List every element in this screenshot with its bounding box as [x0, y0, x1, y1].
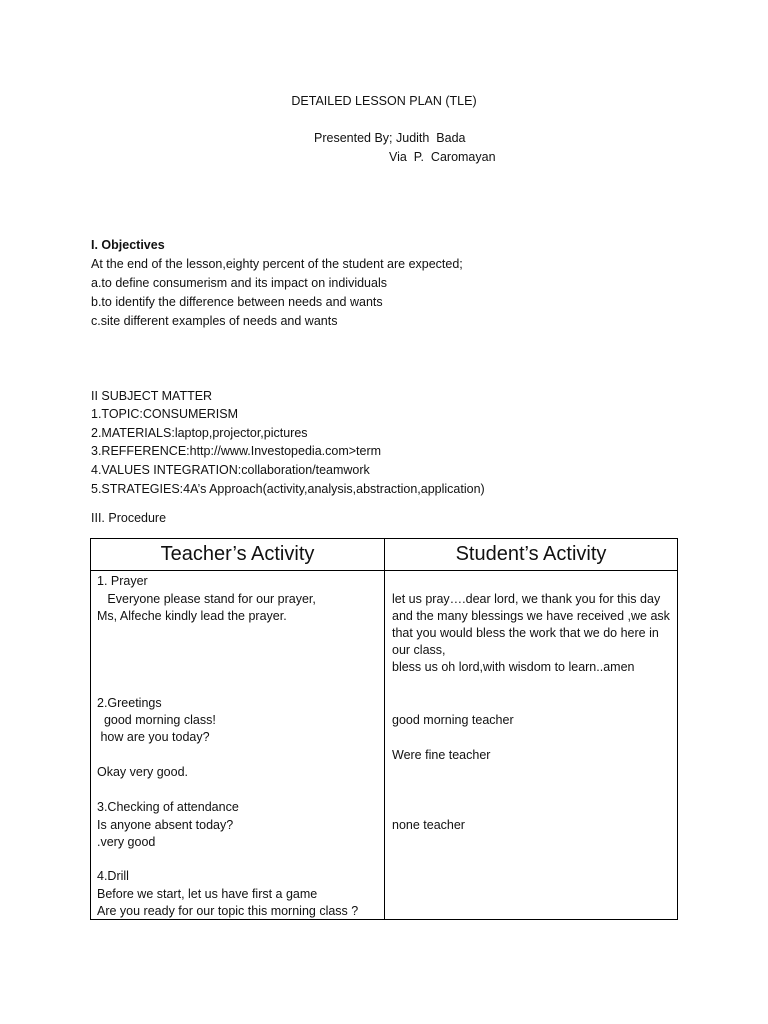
student-line: let us pray….dear lord, we thank you for this day	[392, 592, 661, 606]
teacher-activity-cell	[91, 571, 385, 920]
table-row	[91, 571, 678, 920]
teacher-line: Okay very good.	[97, 765, 189, 779]
subject-matter-heading: II SUBJECT MATTER	[91, 389, 213, 403]
student-line: our class,	[392, 643, 446, 657]
teacher-line: Everyone please stand for our prayer,	[97, 592, 316, 606]
teacher-line: Is anyone absent today?	[97, 818, 234, 832]
teacher-line: 2.Greetings	[97, 696, 162, 710]
teacher-activity-header: Teacher’s Activity	[91, 539, 385, 571]
teacher-line: Are you ready for our topic this morning class ?	[97, 904, 359, 918]
student-line: Were fine teacher	[392, 748, 491, 762]
objectives-line: c.site different examples of needs and wants	[91, 314, 338, 328]
student-line: good morning teacher	[392, 713, 514, 727]
student-line: none teacher	[392, 818, 465, 832]
student-activity-cell	[385, 571, 678, 920]
objectives-line: b.to identify the difference between needs and wants	[91, 295, 383, 309]
objectives-heading: I. Objectives	[91, 238, 165, 252]
activity-table	[90, 538, 678, 920]
teacher-line: 1. Prayer	[97, 574, 148, 588]
subject-matter-line: 3.REFFERENCE:http://www.Investopedia.com>term	[91, 444, 382, 458]
subject-matter-line: 2.MATERIALS:laptop,projector,pictures	[91, 426, 308, 440]
table-header-row	[91, 539, 678, 571]
teacher-line: 3.Checking of attendance	[97, 800, 239, 814]
objectives-line: a.to define consumerism and its impact on individuals	[91, 276, 387, 290]
teacher-line: how are you today?	[97, 730, 210, 744]
presenter-second: Via P. Caromayan	[389, 150, 496, 164]
presented-by: Presented By; Judith Bada	[314, 131, 466, 145]
student-line: that you would bless the work that we do here in	[392, 626, 659, 640]
teacher-line: Before we start, let us have first a game	[97, 887, 318, 901]
student-activity-header: Student’s Activity	[385, 539, 678, 571]
student-line: bless us oh lord,with wisdom to learn..amen	[392, 660, 635, 674]
procedure-heading: III. Procedure	[91, 511, 167, 525]
objectives-line: At the end of the lesson,eighty percent of the student are expected;	[91, 257, 463, 271]
teacher-line: good morning class!	[97, 713, 216, 727]
teacher-line: 4.Drill	[97, 869, 129, 883]
document-title: DETAILED LESSON PLAN (TLE)	[291, 94, 477, 108]
subject-matter-line: 4.VALUES INTEGRATION:collaboration/teamwork	[91, 463, 370, 477]
student-line: and the many blessings we have received ,we ask	[392, 609, 670, 623]
teacher-line: Ms, Alfeche kindly lead the prayer.	[97, 609, 287, 623]
subject-matter-line: 5.STRATEGIES:4A’s Approach(activity,analysis,abstraction,application)	[91, 482, 485, 496]
teacher-line: .very good	[97, 835, 156, 849]
subject-matter-line: 1.TOPIC:CONSUMERISM	[91, 407, 239, 421]
